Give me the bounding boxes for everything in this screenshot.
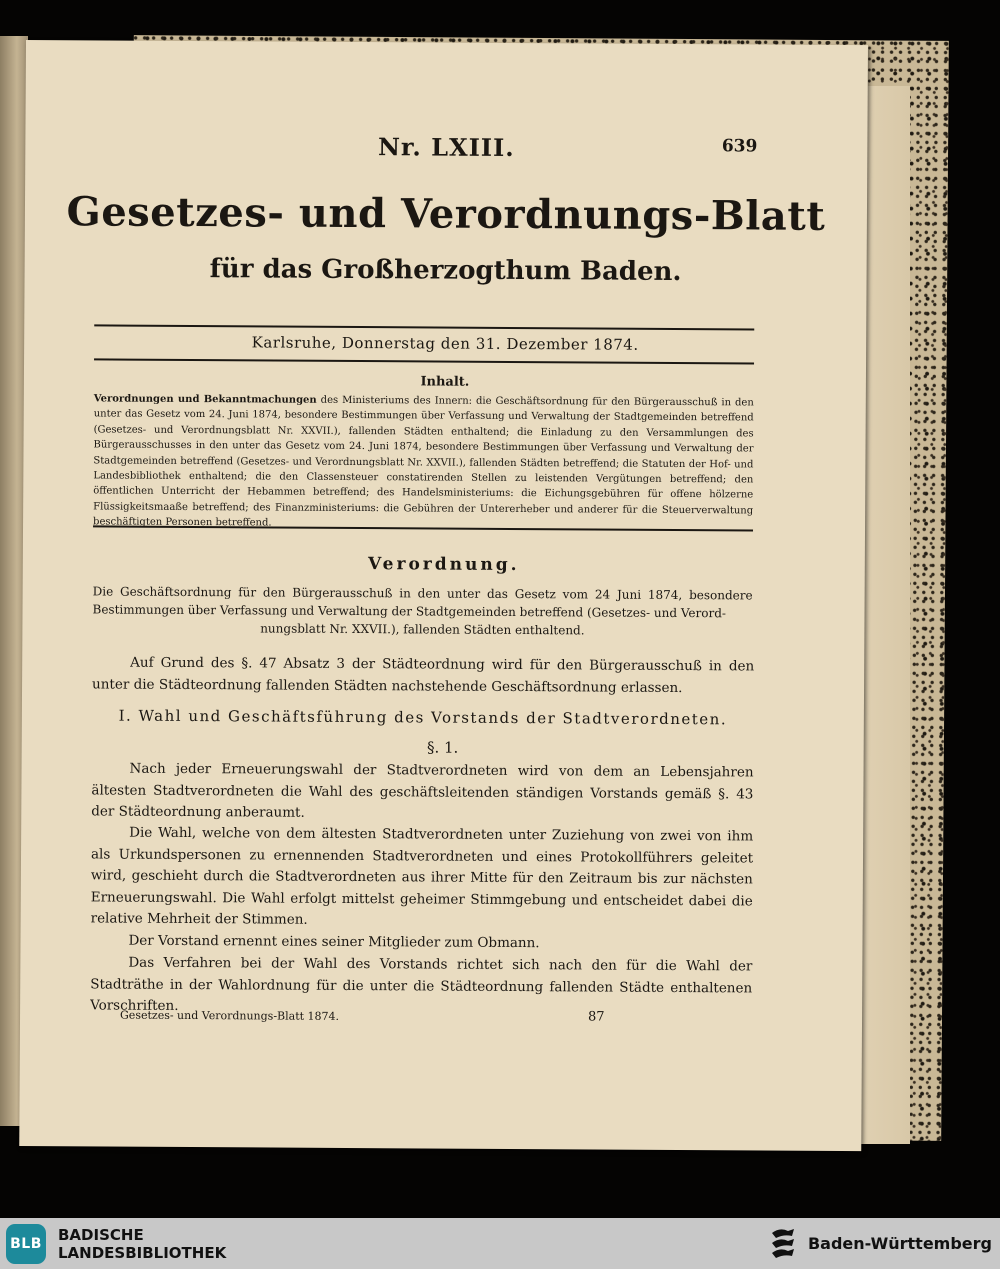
subtitle: für das Großherzogthum Baden. — [209, 254, 682, 288]
paragraph-3: Der Vorstand ernennt eines seiner Mitglieder zum Obmann. — [128, 932, 540, 952]
rule-under-dateline — [94, 358, 754, 364]
main-title: Gesetzes- und Verordnungs-Blatt — [66, 188, 826, 240]
footer-bar — [0, 1218, 1000, 1269]
rule-top — [94, 324, 754, 330]
ordinance-title: Verordnung. — [368, 554, 520, 576]
ordinance-description — [92, 582, 752, 640]
page-footer-title: Gesetzes- und Verordnungs-Blatt 1874. — [120, 1008, 340, 1023]
baden-wuerttemberg-logo[interactable] — [770, 1227, 992, 1261]
ordinance-desc-line-1: Die Geschäftsordnung für den Bürgerausschuß in den unter das Gesetz vom 24 Juni 1874, besondere Bestimmungen über Verfassung und Verwaltung der Stadtgemeinden betreffend (Gesetzes- und Verord- — [92, 584, 753, 621]
sheet-number: 87 — [587, 1009, 605, 1025]
blb-name — [58, 1226, 226, 1262]
document-page — [19, 40, 868, 1151]
contents-body — [93, 391, 754, 534]
blb-badge-icon: BLB — [6, 1224, 46, 1264]
blb-name-line-1: BADISCHE — [58, 1225, 144, 1244]
blb-logo[interactable] — [6, 1224, 226, 1264]
section-heading: I. Wahl und Geschäftsführung des Vorstands der Stadtverordneten. — [118, 706, 728, 729]
intro-paragraph: Auf Grund des §. 47 Absatz 3 der Städteordnung wird für den Bürgerausschuß in den unter die Städteordnung fallenden Städten nachstehende Geschäftsordnung erlassen. — [92, 654, 755, 696]
contents-heading: Inhalt. — [420, 374, 470, 390]
ordinance-desc-line-2: nungsblatt Nr. XXVII.), fallenden Städten enthaltend. — [260, 621, 585, 638]
paragraph-mark: §. 1. — [426, 738, 459, 757]
blb-name-line-2: LANDESBIBLIOTHEK — [58, 1243, 227, 1262]
contents-lead: Verordnungen und Bekanntmachungen — [93, 393, 317, 406]
baden-wuerttemberg-label: Baden-Württemberg — [807, 1234, 992, 1253]
paragraph-2: Die Wahl, welche von dem ältesten Stadtverordneten unter Zuziehung von zwei von ihm als Urkundspersonen zu ernennenden Stadtverordneten und eines Protokollführers geleitet wird, geschieht durch die Stadtverordneten aus ihrer Mitte für den Zeitraum bis zur nächsten Erneuerungswahl. Die Wahl erfolgt mittelst geheimer Stimmgebung und entscheidet dabei die relative Mehrheit der Stimmen. — [90, 824, 754, 929]
state-lions-icon — [770, 1227, 798, 1261]
dateline: Karlsruhe, Donnerstag den 31. Dezember 1874. — [251, 333, 639, 354]
issue-number: Nr. LXIII. — [377, 132, 515, 162]
page-number: 639 — [721, 136, 758, 157]
paragraph-1: Nach jeder Erneuerungswahl der Stadtverordneten wird von dem an Lebensjahren ältesten Stadtverordneten die Wahl des geschäftsleitenden ständigen Vorstands gemäß §. 43 der Städteordnung anberaumt. — [91, 760, 754, 821]
paragraph-4: Das Verfahren bei der Wahl des Vorstands richtet sich nach den für die Wahl der Stadträthe in der Wahlordnung für die unter die Städteordnung fallenden Städte enthaltenen Vorschriften. — [90, 954, 753, 1015]
contents-text: des Ministeriums des Innern: die Geschäftsordnung für den Bürgerausschuß in den unter das Gesetz vom 24. Juni 1874, besondere Bestimmungen über Verfassung und Verwaltung der Stadtgemeinden betreffend (Gesetzes- und Verordnungsblatt Nr. XXVII.), fallenden Städten enthaltend; die Einladung zu den Versammlungen des Bürgerausschusses in den unter das Gesetz vom 24. Juni 1874, besondere Bestimmungen über Verfassung und Verwaltung der Stadtgemeinden betreffend (Gesetzes- und Verordnungsblatt Nr. XXVII.), fallenden Städten betreffend; die Statuten der Hof- und Landesbibliothek enthaltend; die den Classensteuer constatirenden Stellen zu leistenden Vergütungen betreffend; den öffentlichen Unterricht der Hebammen betreffend; des Handelsministeriums: die Eichungsgebühren für offene hölzerne Flüssigkeitsmaaße betreffend; des Finanzministeriums: die Gebühren der Untererheber und anderer für die Steuerverwaltung beschäftigten Personen betreffend. — [93, 394, 754, 529]
